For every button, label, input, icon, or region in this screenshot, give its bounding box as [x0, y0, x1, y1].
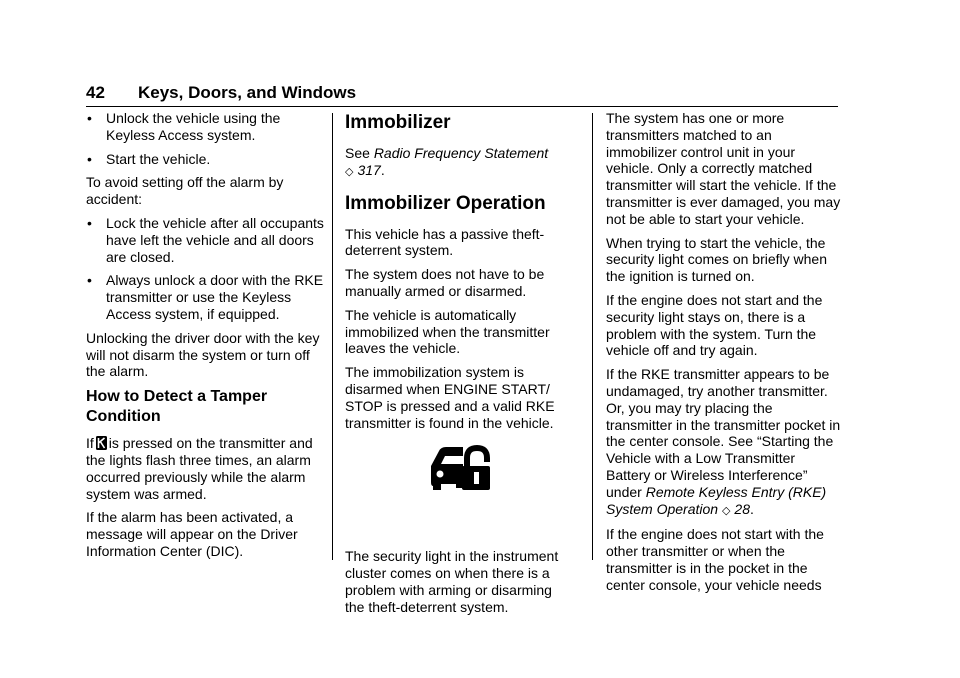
tamper-heading: How to Detect a Tamper Condition	[86, 388, 268, 426]
paragraph: The system does not have to be manually armed or disarmed.	[345, 266, 545, 299]
paragraph: If the engine does not start with the other transmitter or when the transmitter is in the pocket in the center console, your vehicle needs	[606, 526, 824, 593]
alarm-activated-note: If the alarm has been activated, a message will appear on the Driver Information Center (DIC).	[86, 509, 298, 559]
paragraph: The immobilization system is disarmed when ENGINE START/ STOP is pressed and a valid RKE transmitter is found in the vehicle.	[345, 364, 555, 431]
section-title: Keys, Doors, and Windows	[138, 83, 357, 102]
tamper-if: If	[86, 435, 94, 452]
list-item	[86, 215, 324, 265]
bullet-mark: •	[87, 150, 92, 167]
vehicle-security-lock-icon	[429, 444, 492, 494]
page-number: 42	[86, 83, 105, 102]
bullet-mark: •	[87, 272, 92, 289]
paragraph: When trying to start the vehicle, the security light comes on briefly when the ignition is turned on.	[606, 234, 827, 285]
list-item-text: Lock the vehicle after all occupants have left the vehicle and all doors are closed.	[106, 214, 324, 265]
column-middle	[345, 110, 573, 623]
list-item-text: Unlock the vehicle using the Keyless Access system.	[106, 110, 281, 143]
reference-link[interactable]: Radio Frequency Statement	[373, 145, 549, 161]
paragraph-text: If the RKE transmitter appears to be undamaged, try another transmitter. Or, you may try placing the transmitter in the transmitter pocket in the center console. See “Starting the Vehicle with a Low Transmitter Battery or Wireless Interference” under	[606, 366, 841, 500]
paragraph: The vehicle is automatically immobilized when the transmitter leaves the vehicle.	[345, 306, 550, 357]
reference-page[interactable]: 317	[357, 161, 381, 178]
list-item	[86, 272, 324, 322]
list-item	[86, 151, 324, 168]
paragraph	[606, 366, 842, 519]
tamper-text: is pressed on the transmitter and the lights flash three times, an alarm occurred previously while the alarm system was armed.	[86, 435, 313, 502]
paragraph: This vehicle has a passive theft-deterrent system.	[345, 225, 545, 259]
page-ref-icon: ◇	[721, 504, 731, 517]
tamper-paragraph	[86, 435, 324, 502]
lock-button-icon	[96, 436, 107, 450]
immobilizer-operation-heading: Immobilizer Operation	[345, 192, 546, 214]
paragraph: The system has one or more transmitters matched to an immobilizer control unit in your vehicle. Only a correctly matched transmitter will start the vehicle. If the transmitter is ever damaged, you may not be able to start your vehicle.	[606, 110, 841, 227]
paragraph: The security light in the instrument cluster comes on when there is a problem with arming or disarming the theft-deterrent system.	[345, 548, 559, 615]
avoid-intro: To avoid setting off the alarm by accident:	[86, 174, 284, 208]
immobilizer-heading: Immobilizer	[345, 112, 451, 133]
column-divider	[592, 113, 593, 560]
bullet-mark: •	[87, 110, 92, 126]
see-reference	[345, 145, 573, 181]
period: .	[750, 500, 754, 517]
reference-link[interactable]: Remote Keyless Entry (RKE) System Operation	[606, 483, 827, 517]
column-left	[86, 110, 324, 567]
list-item	[86, 110, 324, 144]
list-item-text: Start the vehicle.	[106, 150, 211, 167]
column-divider	[332, 113, 333, 560]
page-header	[86, 83, 838, 107]
period: .	[380, 161, 385, 178]
paragraph: If the engine does not start and the security light stays on, there is a problem with the system. Turn the vehicle off and try again.	[606, 291, 823, 359]
see-label: See	[345, 145, 370, 161]
unlock-note: Unlocking the driver door with the key will not disarm the system or turn off the alarm.	[86, 329, 320, 380]
reference-page[interactable]: 28	[734, 500, 750, 517]
bullet-mark: •	[87, 214, 92, 231]
page-ref-icon: ◇	[345, 165, 354, 178]
list-item-text: Always unlock a door with the RKE transmitter or use the Keyless Access system, if equipped.	[106, 272, 324, 322]
column-right	[606, 110, 842, 601]
